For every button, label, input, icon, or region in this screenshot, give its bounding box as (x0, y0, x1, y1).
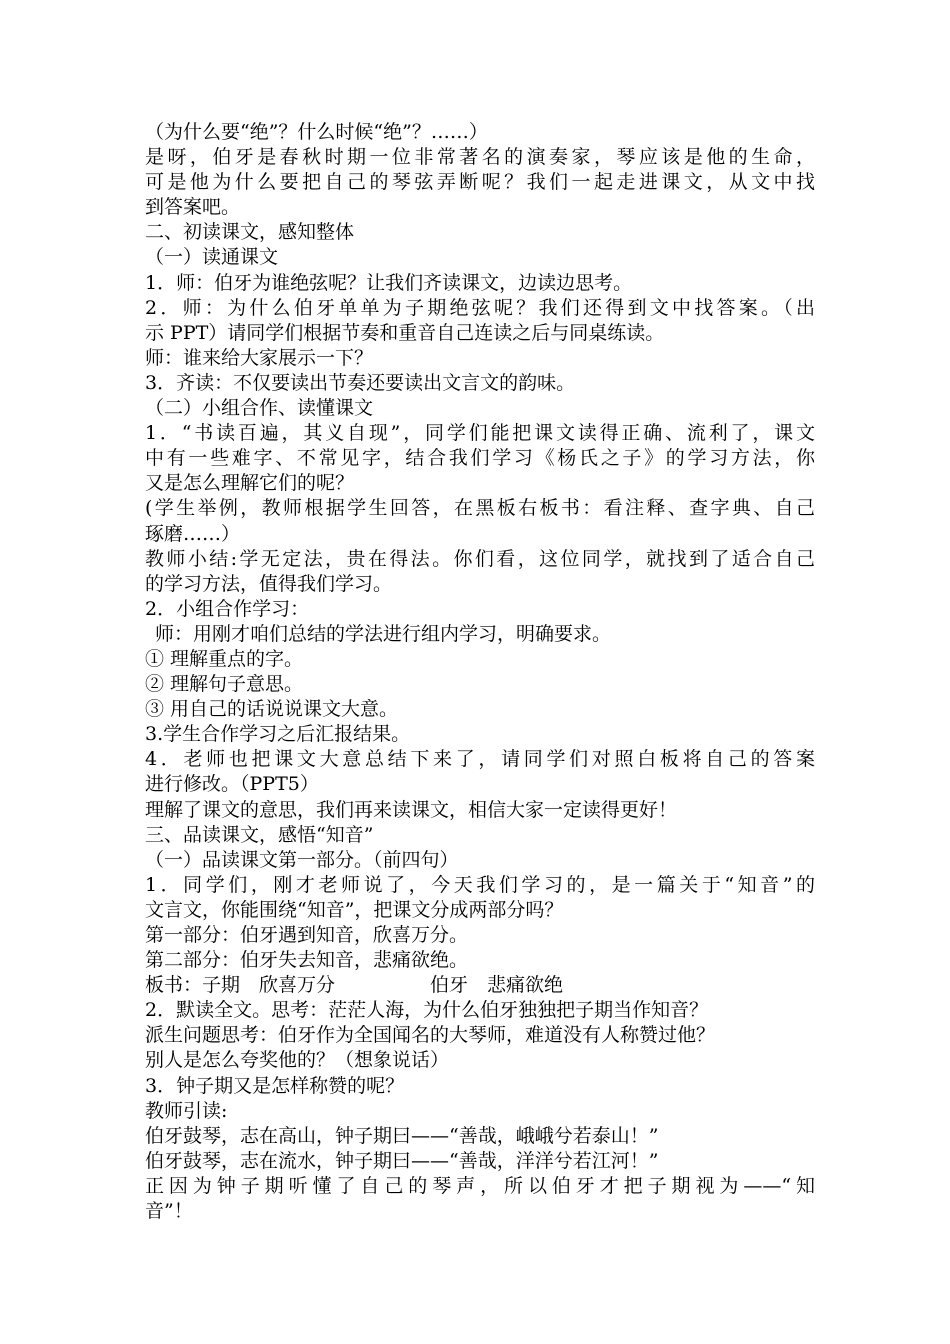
text-line: 理解了课文的意思，我们再来读课文，相信大家一定读得更好！ (145, 798, 678, 821)
text-line: 2．小组合作学习： (145, 597, 310, 620)
text-line: 示 PPT）请同学们根据节奏和重音自己连读之后与同桌练读。 (145, 321, 665, 344)
text-line: 3．钟子期又是怎样称赞的呢？ (145, 1074, 405, 1097)
blackboard-note: 板书：子期 欣喜万分 伯牙 悲痛欲绝 (145, 974, 564, 997)
text-line: 1．“书读百遍，其义自现”，同学们能把课文读得正确、流利了，课文 (145, 422, 815, 445)
subsection-heading: （一）读通课文 (145, 246, 279, 269)
text-line: 是呀，伯牙是春秋时期一位非常著名的演奏家，琴应该是他的生命， (145, 146, 815, 169)
list-item: ① 理解重点的字。 (145, 647, 304, 670)
text-line: 教师引读: (145, 1099, 228, 1122)
text-line: 正因为钟子期听懂了自己的琴声，所以伯牙才把子期视为——“知 (145, 1174, 815, 1197)
text-line: (学生举例，教师根据学生回答，在黑板右板书：看注释、查字典、自己 (145, 497, 815, 520)
text-line: 的学习方法，值得我们学习。 (145, 572, 393, 595)
document-body (145, 120, 815, 1224)
section-heading: 二、初读课文，感知整体 (145, 221, 355, 244)
text-line: 可是他为什么要把自己的琴弦弄断呢？我们一起走进课文，从文中找 (145, 171, 815, 194)
text-line: 教师小结:学无定法，贵在得法。你们看，这位同学，就找到了适合自己 (145, 547, 815, 570)
text-line: 师：用刚才咱们总结的学法进行组内学习，明确要求。 (155, 622, 612, 645)
text-line: 师：谁来给大家展示一下？ (145, 346, 374, 369)
quote-line: 伯牙鼓琴，志在高山，钟子期曰——“善哉，峨峨兮若泰山！” (145, 1124, 659, 1147)
text-line: 第二部分：伯牙失去知音，悲痛欲绝。 (145, 949, 469, 972)
text-line: 3.学生合作学习之后汇报结果。 (145, 723, 411, 746)
text-line: 派生问题思考：伯牙作为全国闻名的大琴师，难道没有人称赞过他？ (145, 1024, 716, 1047)
text-line: 到答案吧。 (145, 196, 241, 219)
text-line: 琢磨……） (145, 522, 241, 545)
text-line: 2．师：为什么伯牙单单为子期绝弦呢？我们还得到文中找答案。（出 (145, 296, 815, 319)
text-line: 第一部分：伯牙遇到知音，欣喜万分。 (145, 924, 469, 946)
text-line: 1．同学们，刚才老师说了，今天我们学习的，是一篇关于“知音”的 (145, 873, 815, 896)
text-line: 文言文，你能围绕“知音”，把课文分成两部分吗？ (145, 898, 564, 921)
section-heading: 三、品读课文，感悟“知音” (145, 823, 374, 846)
quote-line: 伯牙鼓琴，志在流水，钟子期曰——“善哉，洋洋兮若江河！” (145, 1149, 659, 1172)
subsection-heading: （一）品读课文第一部分。（前四句） (145, 848, 459, 871)
text-line: 2．默读全文。思考：茫茫人海，为什么伯牙独独把子期当作知音？ (145, 999, 709, 1022)
text-line: 进行修改。（PPT5） (145, 773, 319, 796)
text-line: 1．师：伯牙为谁绝弦呢？让我们齐读课文，边读边思考。 (145, 271, 633, 294)
text-line: 3．齐读：不仅要读出节奏还要读出文言文的韵味。 (145, 371, 576, 394)
text-line: 中有一些难字、不常见字，结合我们学习《杨氏之子》的学习方法，你 (145, 447, 815, 470)
text-line: 音”！ (145, 1200, 193, 1223)
list-item: ③ 用自己的话说说课文大意。 (145, 698, 399, 721)
text-line: （为什么要“绝”？什么时候“绝”？……） (145, 121, 488, 143)
text-line: 别人是怎么夸奖他的？（想象说话） (145, 1049, 450, 1072)
text-line: 4．老师也把课文大意总结下来了，请同学们对照白板将自己的答案 (145, 748, 815, 771)
subsection-heading: （二）小组合作、读懂课文 (145, 397, 374, 420)
list-item: ② 理解句子意思。 (145, 673, 304, 696)
text-line: 又是怎么理解它们的呢？ (145, 472, 355, 495)
